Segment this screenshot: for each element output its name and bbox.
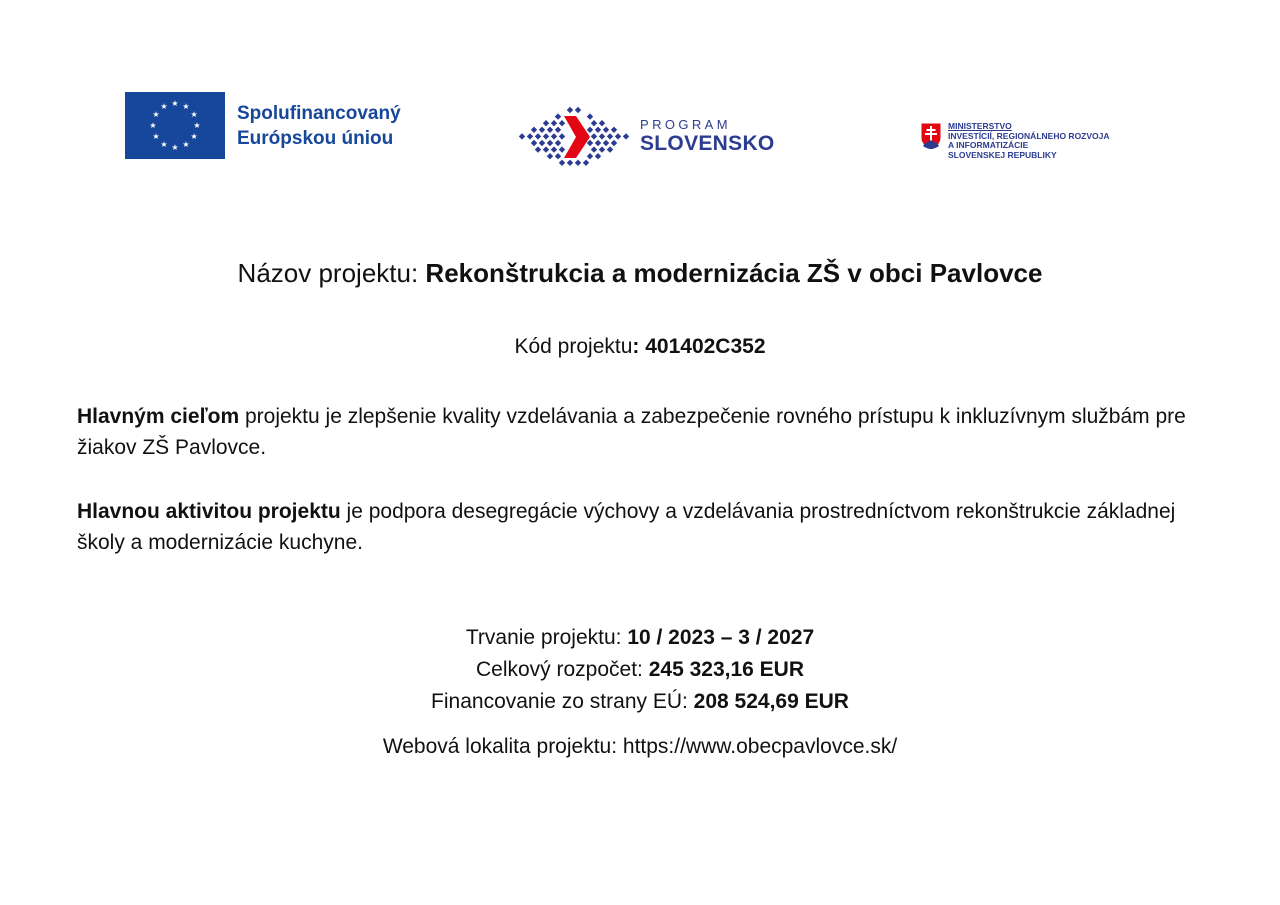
project-title-value: Rekonštrukcia a modernizácia ZŠ v obci Pavlovce — [425, 258, 1043, 288]
svg-text:★: ★ — [190, 132, 198, 142]
eu-logo-line2: Európskou úniou — [237, 127, 394, 149]
project-code-value: : 401402C352 — [632, 335, 766, 358]
project-activity-bold: Hlavnou aktivitou projektu — [77, 500, 341, 523]
ministry-line2: INVESTÍCIÍ, REGIONÁLNEHO ROZVOJA — [948, 130, 1110, 141]
program-label: PROGRAM — [640, 117, 731, 132]
eu-cofinanced-logo — [125, 92, 401, 159]
svg-text:★: ★ — [149, 121, 157, 131]
project-goal-text: projektu je zlepšenie kvality vzdelávania a zabezpečenie rovného prístupu k inkluzívnym službám pre žiakov ZŠ Pavlovce. — [77, 405, 1186, 459]
program-slovensko-mark-icon — [518, 106, 630, 168]
svg-text:★: ★ — [182, 102, 190, 112]
project-goal-bold: Hlavným cieľom — [77, 405, 240, 428]
eu-funding-label: Financovanie zo strany EÚ: — [431, 690, 694, 713]
project-activity-text: je podpora desegregácie výchovy a vzdelávania prostredníctvom rekonštrukcie základnej školy a modernizácie kuchyne. — [77, 500, 1176, 554]
svg-text:★: ★ — [152, 132, 160, 142]
project-activity — [77, 496, 1217, 558]
program-slovensko-logo — [518, 106, 775, 168]
duration-label: Trvanie projektu: — [465, 626, 628, 649]
project-budget — [0, 654, 1280, 685]
website-label: Webová lokalita projektu: — [382, 735, 623, 758]
project-title — [0, 256, 1280, 290]
project-code-label: Kód projektu — [514, 335, 633, 358]
ministry-text — [948, 122, 1110, 160]
slovensko-label: SLOVENSKO — [640, 132, 775, 155]
project-duration — [0, 622, 1280, 653]
logo-bar — [0, 0, 1280, 200]
eu-logo-line1: Spolufinancovaný — [237, 102, 401, 124]
eu-flag-icon — [125, 92, 225, 159]
svg-text:★: ★ — [171, 99, 179, 109]
project-website — [0, 731, 1280, 762]
svg-text:★: ★ — [152, 110, 160, 120]
project-eu-funding — [0, 686, 1280, 717]
svg-text:★: ★ — [193, 121, 201, 131]
ministry-line3: A INFORMATIZÁCIE — [948, 140, 1029, 150]
budget-value: 245 323,16 EUR — [648, 658, 805, 681]
svg-text:★: ★ — [182, 140, 190, 150]
project-goal — [77, 401, 1217, 463]
svg-text:★: ★ — [160, 140, 168, 150]
budget-label: Celkový rozpočet: — [475, 658, 649, 681]
program-slovensko-text — [640, 118, 775, 156]
eu-logo-text — [237, 101, 401, 151]
ministry-line1: MINISTERSTVO — [948, 121, 1012, 131]
ministry-logo — [920, 122, 1110, 160]
website-link[interactable]: https://www.obecpavlovce.sk/ — [622, 735, 898, 758]
slovak-coat-of-arms-icon — [920, 122, 942, 150]
project-title-label: Názov projektu: — [237, 258, 426, 288]
duration-value: 10 / 2023 – 3 / 2027 — [627, 626, 815, 649]
svg-text:★: ★ — [160, 102, 168, 112]
svg-text:★: ★ — [171, 143, 179, 153]
ministry-line4: SLOVENSKEJ REPUBLIKY — [948, 149, 1057, 160]
eu-funding-value: 208 524,69 EUR — [693, 690, 849, 713]
svg-text:★: ★ — [190, 110, 198, 120]
project-code — [0, 333, 1280, 361]
